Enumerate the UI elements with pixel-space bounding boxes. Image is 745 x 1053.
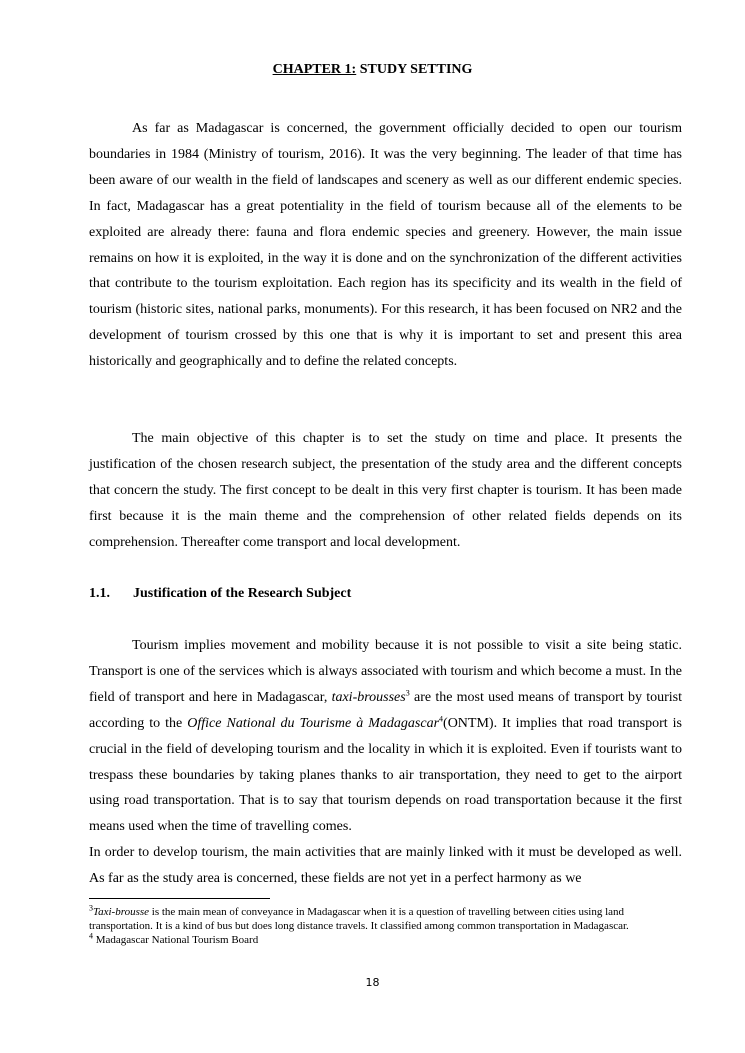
section-number: 1.1. [89,586,110,601]
footnote-4 [89,933,682,947]
chapter-title [0,60,745,80]
paragraph-continuation: In order to develop tourism, the main activities that are mainly linked with it must be developed as well. As far as the study area is concerned, these fields are not yet in a perfect harmony as we [89,845,682,886]
footnote-term: Taxi-brousse [93,906,150,918]
paragraph-text: are the most used means of transport by tourist according to the [89,689,683,731]
footnote-mark-3: 3 [89,903,93,913]
footnote-ref-4: 4 [439,714,444,724]
paragraph-text: Tourism implies movement and mobility because it is not possible to visit a site being static. Transport is one of the services which is always associated with tourism and which become a must. In the field of transport and here in Madagascar, [89,638,682,705]
footnote-divider [89,898,270,899]
paragraph-justification [89,633,682,840]
italic-term-ontm: Office National du Tourisme à Madagascar [187,715,440,731]
section-title: Justification of the Research Subject [133,586,352,601]
footnote-text: Madagascar National Tourism Board [93,934,259,946]
paragraph-text: (ONTM). It implies that road transport is crucial in the field of developing tourism and the locality in which it is exploited. Even if tourists want to trespass these boundaries by taking planes thanks to air transportation, they need to get to the airport using road transportation. That is to say that tourism depends on road transportation because it the first means used when the time of travelling comes. [89,715,682,835]
footnote-3 [89,905,682,933]
italic-term-taxi-brousses: taxi-brousses [331,689,406,705]
footnote-text: is the main mean of conveyance in Madagascar when it is a question of travelling between cities using land transportation. It is a kind of bus but does long distance travels. It classified among common transportation in Madagascar. [89,906,629,932]
chapter-label: CHAPTER 1: [272,62,357,77]
paragraph-intro: As far as Madagascar is concerned, the government officially decided to open our tourism boundaries in 1984 (Ministry of tourism, 2016). It was the very beginning. The leader of that time has been aware of our wealth in the field of landscapes and scenery as well as our different endemic species. In fact, Madagascar has a great potentiality in the field of tourism because all of the elements to be exploited are already there: fauna and flora endemic species and greenery. However, the main issue remains on how it is exploited, in the way it is done and on the synchronization of the different activities that contribute to the tourism exploitation. Each region has its specificity and its wealth in the field of tourism (historic sites, national parks, monuments). For this research, it has been focused on NR2 and the development of tourism crossed by this one that is why it is important to set and present this area historically and geographically and to define the related concepts. [89,121,682,370]
footnote-mark-4: 4 [89,931,93,941]
footnote-ref-3: 3 [405,688,410,698]
chapter-name: STUDY SETTING [356,62,473,77]
paragraph-objective: The main objective of this chapter is to set the study on time and place. It presents the justification of the chosen research subject, the presentation of the study area and the different concepts that concern the study. The first concept to be dealt in this very first chapter is tourism. It has been made first because it is the main theme and the comprehension of other related fields depends on its comprehension. Thereafter come transport and local development. [89,431,682,550]
page-number: 18 [365,976,380,989]
section-heading [89,583,351,605]
footnotes [89,905,682,947]
